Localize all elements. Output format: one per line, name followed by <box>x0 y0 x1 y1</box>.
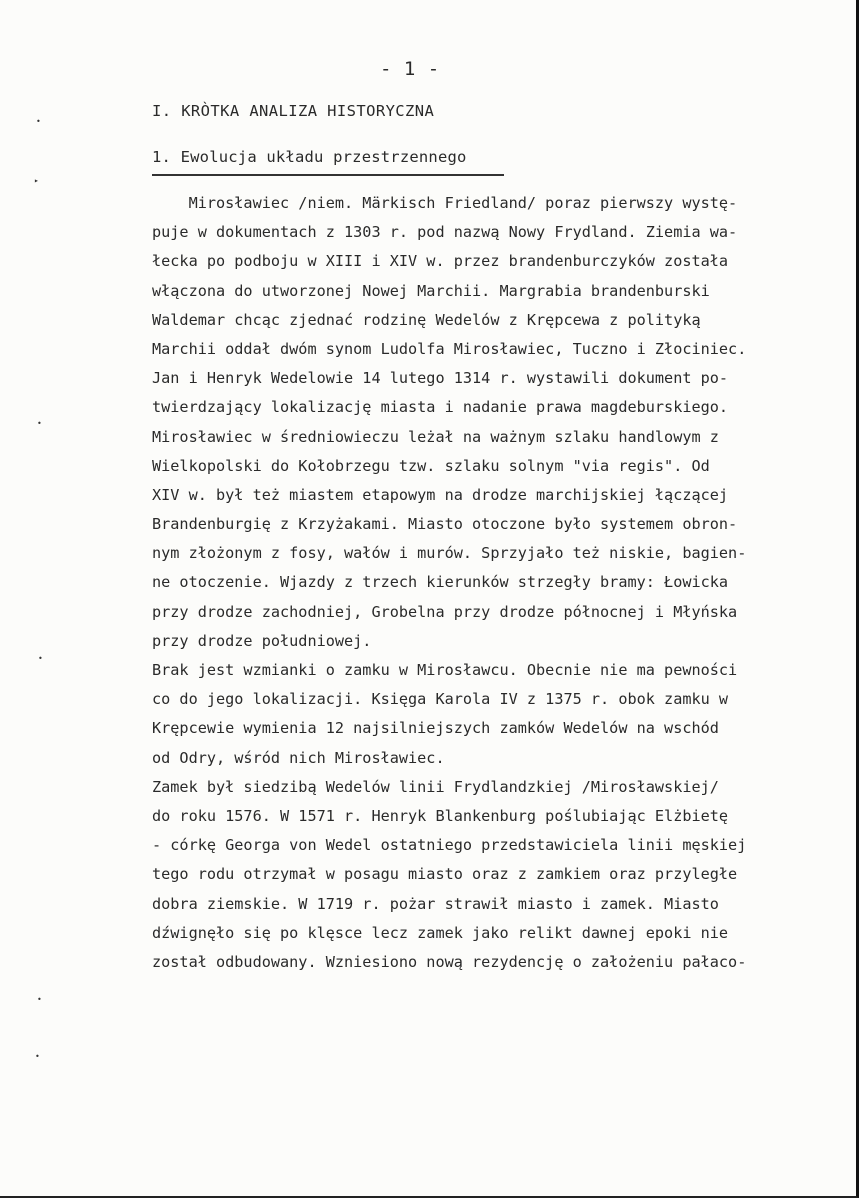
margin-mark: • <box>37 419 42 428</box>
text-line: od Odry, wśród nich Mirosławiec. <box>152 748 445 767</box>
text-line: XIV w. był też miastem etapowym na drodze marchijskiej łączącej <box>152 485 729 504</box>
body-text <box>152 189 842 977</box>
text-line: nym złożonym z fosy, wałów i murów. Sprzyjało też niskie, bagien- <box>152 544 747 563</box>
text-line: Brak jest wzmianki o zamku w Mirosławcu. Obecnie nie ma pewności <box>152 661 738 679</box>
text-line: Waldemar chcąc zjednać rodzinę Wedelów z Krępcewa z polityką <box>152 310 701 329</box>
text-line: ne otoczenie. Wjazdy z trzech kierunków strzegły bramy: Łowicka <box>152 573 729 592</box>
text-line: Wielkopolski do Kołobrzegu tzw. szlaku solnym "via regis". Od <box>152 456 710 475</box>
text-line: puje w dokumentach z 1303 r. pod nazwą Nowy Frydland. Ziemia wa- <box>152 223 738 242</box>
text-line: Marchii oddał dwóm synom Ludolfa Mirosławiec, Tuczno i Złociniec. <box>152 339 747 358</box>
text-line: Brandenburgię z Krzyżakami. Miasto otoczone było systemem obron- <box>152 515 738 534</box>
text-line: dźwignęło się po klęsce lecz zamek jako relikt dawnej epoki nie <box>152 923 729 942</box>
text-line: tego rodu otrzymał w posagu miasto oraz z zamkiem oraz przyległe <box>152 865 738 884</box>
text-line: twierdzający lokalizację miasta i nadanie prawa magdeburskiego. <box>152 398 729 417</box>
text-line: Jan i Henryk Wedelowie 14 lutego 1314 r. wystawili dokument po- <box>152 369 729 388</box>
text-line: Krępcewie wymienia 12 najsilniejszych zamków Wedelów na wschód <box>152 719 719 738</box>
text-line: łecka po podboju w XIII i XIV w. przez brandenburczyków została <box>152 252 729 271</box>
margin-mark: • <box>38 654 43 663</box>
text-line: dobra ziemskie. W 1719 r. pożar strawił miasto i zamek. Miasto <box>152 894 719 913</box>
text-line: Zamek był siedzibą Wedelów linii Frydlandzkiej /Mirosławskiej/ <box>152 777 719 796</box>
text-line: przy drodze południowej. <box>152 631 372 650</box>
section-title: I. KRÒTKA ANALIZA HISTORYCZNA <box>152 102 435 120</box>
margin-mark: • <box>36 117 41 126</box>
margin-mark: • <box>37 995 42 1004</box>
page-number: - 1 - <box>380 58 440 80</box>
margin-mark: • <box>35 1052 40 1061</box>
text-line: - córkę Georga von Wedel ostatniego przedstawiciela linii męskiej <box>152 836 747 855</box>
text-line: przy drodze zachodniej, Grobelna przy drodze północnej i Młyńska <box>152 602 738 621</box>
text-line: Mirosławiec w średniowieczu leżał na ważnym szlaku handlowym z <box>152 427 719 446</box>
text-line: został odbudowany. Wzniesiono nową rezydencję o założeniu pałaco- <box>152 952 747 971</box>
subsection-title: 1. Ewolucja układu przestrzennego <box>152 148 467 166</box>
text-line: co do jego lokalizacji. Księga Karola IV z 1375 r. obok zamku w <box>152 690 729 709</box>
text-line: do roku 1576. W 1571 r. Henryk Blankenburg poślubiając Elżbietę <box>152 806 729 825</box>
subsection-underline <box>152 174 504 176</box>
text-line: Mirosławiec /niem. Märkisch Friedland/ poraz pierwszy wystę- <box>152 194 738 212</box>
margin-mark: ▸ <box>34 176 39 185</box>
text-line: włączona do utworzonej Nowej Marchii. Margrabia brandenburski <box>152 281 710 300</box>
